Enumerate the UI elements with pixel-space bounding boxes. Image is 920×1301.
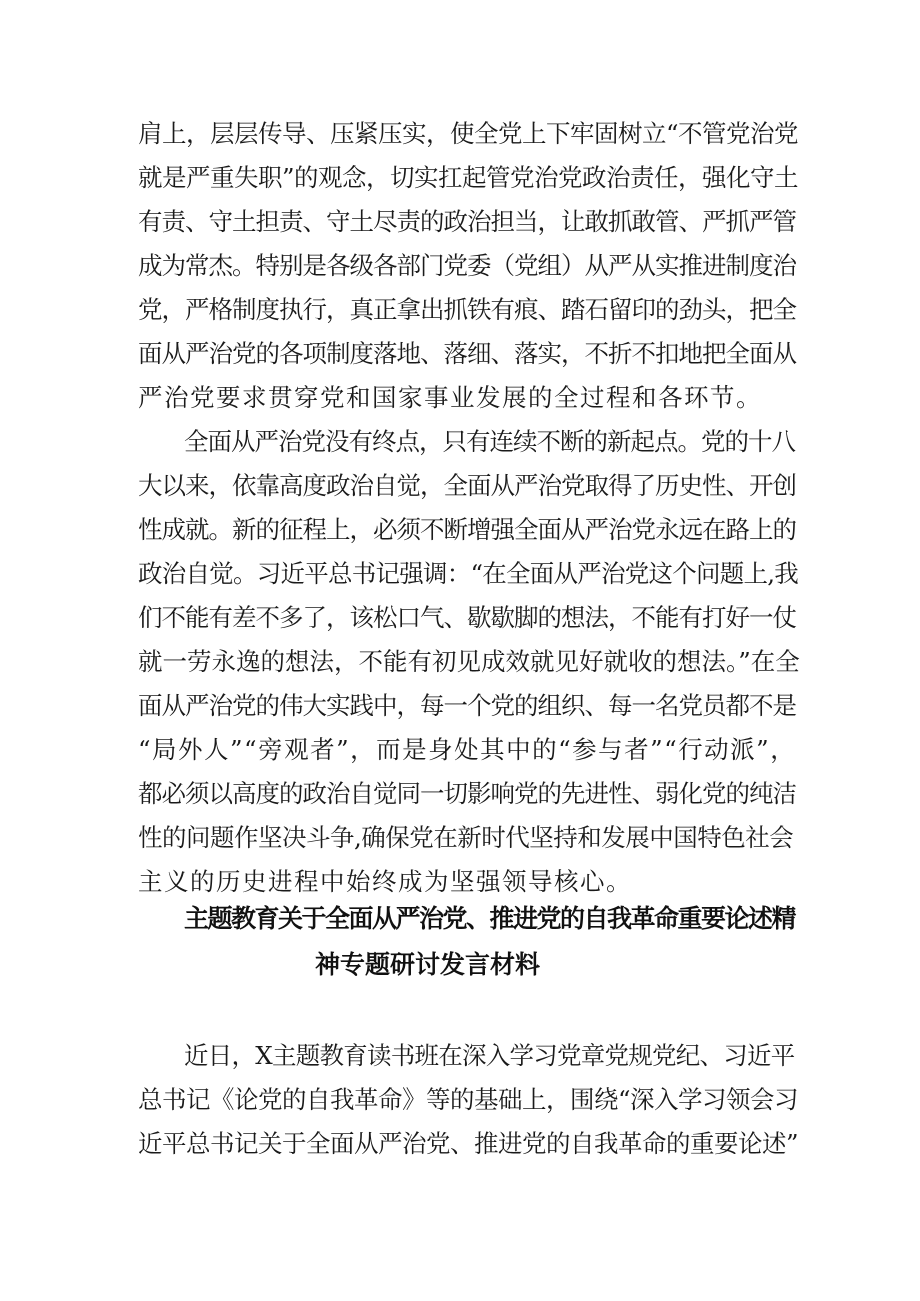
text-line: 党，严格制度执行，真正拿出抓铁有痕、踏石留印的劲头，把全: [138, 295, 796, 324]
text-line: 肩上，层层传导、压紧压实，使全党上下牢固树立“不管党治党: [138, 119, 799, 148]
text-line: 总书记《论党的自我革命》等的基础上，围绕“深入学习领会习: [138, 1085, 799, 1114]
text-line: 大以来，依靠高度政治自觉，全面从严治党取得了历史性、开创: [138, 471, 796, 500]
text-line: 面从严治党的各项制度落地、落细、落实，不折不扣地把全面从: [138, 339, 796, 368]
text-line: 主义的历史进程中始终成为坚强领导核心。: [138, 867, 632, 896]
text-line: 近日，X主题教育读书班在深入学习党章党规党纪、习近平: [184, 1041, 795, 1070]
text-line: 都必须以高度的政治自觉同一切影响党的先进性、弱化党的纯洁: [138, 779, 796, 808]
text-line: 就一劳永逸的想法，不能有初见成效就见好就收的想法。”在全: [138, 647, 800, 676]
text-line: 全面从严治党没有终点，只有连续不断的新起点。党的十八: [184, 427, 795, 456]
heading-line: 神专题研讨发言材料: [315, 950, 541, 979]
heading-line: 主题教育关于全面从严治党、推进党的自我革命重要论述精: [184, 904, 796, 933]
text-line: 性的问题作坚决斗争,确保党在新时代坚持和发展中国特色社会: [138, 823, 794, 852]
text-line: 政治自觉。习近平总书记强调：“在全面从严治党这个问题上,我: [138, 559, 799, 588]
text-line: 面从严治党的伟大实践中，每一个党的组织、每一名党员都不是: [138, 691, 796, 720]
text-line: 近平总书记关于全面从严治党、推进党的自我革命的重要论述”: [138, 1129, 799, 1158]
text-line: 有责、守土担责、守土尽责的政治担当，让敢抓敢管、严抓严管: [138, 207, 796, 236]
text-line: “局外人”“旁观者”，而是身处其中的“参与者”“行动派”，: [138, 735, 797, 764]
text-line: 们不能有差不多了，该松口气、歇歇脚的想法，不能有打好一仗: [138, 603, 796, 632]
text-line: 成为常杰。特别是各级各部门党委（党组）从严从实推进制度治: [138, 251, 796, 280]
text-line: 性成就。新的征程上，必须不断增强全面从严治党永远在路上的: [138, 515, 796, 544]
text-line: 严治党要求贯穿党和国家事业发展的全过程和各环节。: [138, 383, 762, 412]
text-line: 就是严重失职”的观念，切实扛起管党治党政治责任，强化守土: [138, 163, 799, 192]
